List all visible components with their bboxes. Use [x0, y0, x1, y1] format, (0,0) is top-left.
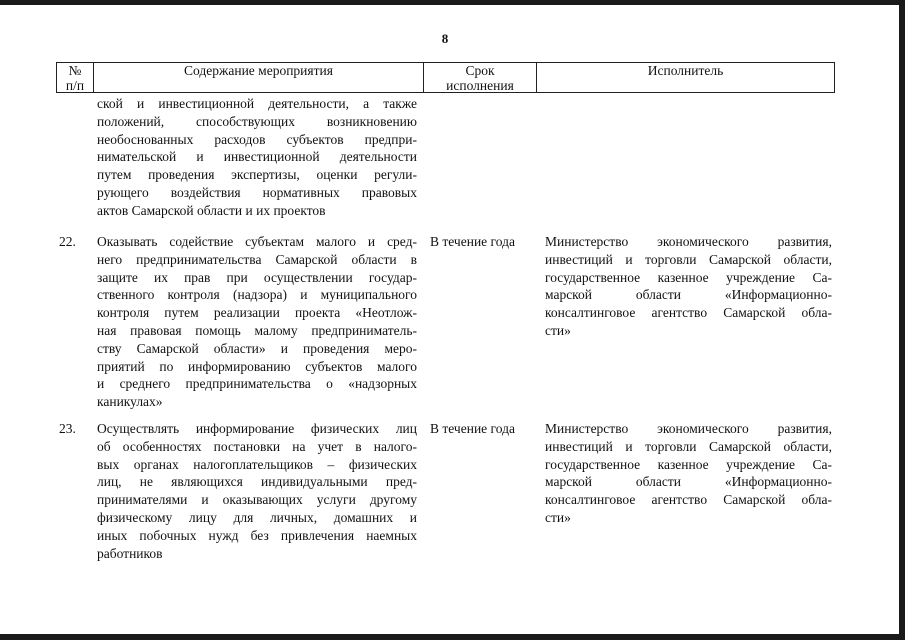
scan-edge-top: [0, 0, 905, 5]
scan-edge-bottom: [0, 634, 905, 640]
content-line: путем проведения экспертизы, оценки регули-: [97, 167, 417, 183]
content-line: каникулах»: [97, 394, 163, 410]
header-content-line: Содержание мероприятия: [184, 63, 333, 78]
row-number: 22.: [59, 234, 76, 249]
row-executor: [545, 233, 832, 340]
executor-line: сти»: [545, 322, 571, 338]
header-num-line: №: [68, 63, 82, 78]
row-content: [97, 233, 417, 411]
content-line: Оказывать содействие субъектам малого и сред-: [97, 234, 417, 249]
content-line: принимателями и оказывающих услуги другому: [97, 492, 417, 508]
content-line: защите их прав при осуществлении государ-: [97, 269, 417, 285]
executor-line: консалтинговое агентство Самарской обла-: [545, 492, 832, 508]
executor-line: марской области «Информационно-: [545, 474, 832, 490]
content-line: физическому лицу для личных, домашних и: [97, 509, 417, 525]
content-line: иных побочных нужд без привлечения наемных: [97, 527, 417, 543]
page-number: 8: [441, 31, 449, 46]
content-line: об особенностях постановки на учет в налого-: [97, 438, 417, 454]
content-line: лиц, не являющихся индивидуальными пред-: [97, 474, 417, 490]
content-line: него предпринимательства Самарской области в: [97, 251, 417, 267]
executor-line: инвестиций и торговли Самарской области,: [545, 251, 832, 267]
header-term: [424, 63, 536, 92]
row-executor: [545, 420, 832, 527]
executor-line: Министерство экономического развития,: [545, 421, 832, 436]
content-line: работников: [97, 545, 163, 561]
content-line: положений, способствующих возникновению: [97, 113, 417, 129]
content-line: приятий по информированию субъектов малого: [97, 358, 417, 374]
content-line: необоснованных расходов субъектов предпри-: [97, 131, 417, 147]
executor-line: марской области «Информационно-: [545, 287, 832, 303]
content-line: Осуществлять информирование физических лиц: [97, 421, 417, 436]
content-line: ству Самарской области» и проведения меро-: [97, 340, 417, 356]
row-term: В течение года: [430, 234, 515, 249]
content-line: ской и инвестиционной деятельности, а также: [97, 96, 417, 111]
content-line: ная правовая помощь малому предприниматель-: [97, 322, 417, 338]
header-executor: [537, 63, 834, 92]
content-line: ственного контроля (надзора) и муниципального: [97, 287, 417, 303]
executor-line: государственное казенное учреждение Са-: [545, 456, 832, 472]
content-line: вых органах налогоплательщиков – физических: [97, 456, 417, 472]
content-line: и среднего предпринимательства о «надзорных: [97, 376, 417, 392]
executor-line: сти»: [545, 509, 571, 525]
header-content: [94, 63, 423, 92]
continuation-content: [97, 95, 417, 220]
content-line: рующего воздействия нормативных правовых: [97, 184, 417, 200]
header-num-line: п/п: [65, 78, 85, 93]
executor-line: инвестиций и торговли Самарской области,: [545, 438, 832, 454]
executor-line: консалтинговое агентство Самарской обла-: [545, 305, 832, 321]
content-line: контроля путем реализации проекта «Неотлож-: [97, 305, 417, 321]
executor-line: государственное казенное учреждение Са-: [545, 269, 832, 285]
scan-edge-right: [899, 0, 905, 640]
executor-line: Министерство экономического развития,: [545, 234, 832, 249]
header-executor-line: Исполнитель: [647, 63, 724, 78]
content-line: нимательской и инвестиционной деятельности: [97, 149, 417, 165]
header-term-line: Срок: [465, 63, 495, 78]
header-term-line: исполнения: [446, 78, 514, 93]
row-content: [97, 420, 417, 562]
content-line: актов Самарской области и их проектов: [97, 202, 326, 218]
row-term: В течение года: [430, 421, 515, 436]
row-number: 23.: [59, 421, 76, 436]
header-num: [57, 63, 93, 92]
